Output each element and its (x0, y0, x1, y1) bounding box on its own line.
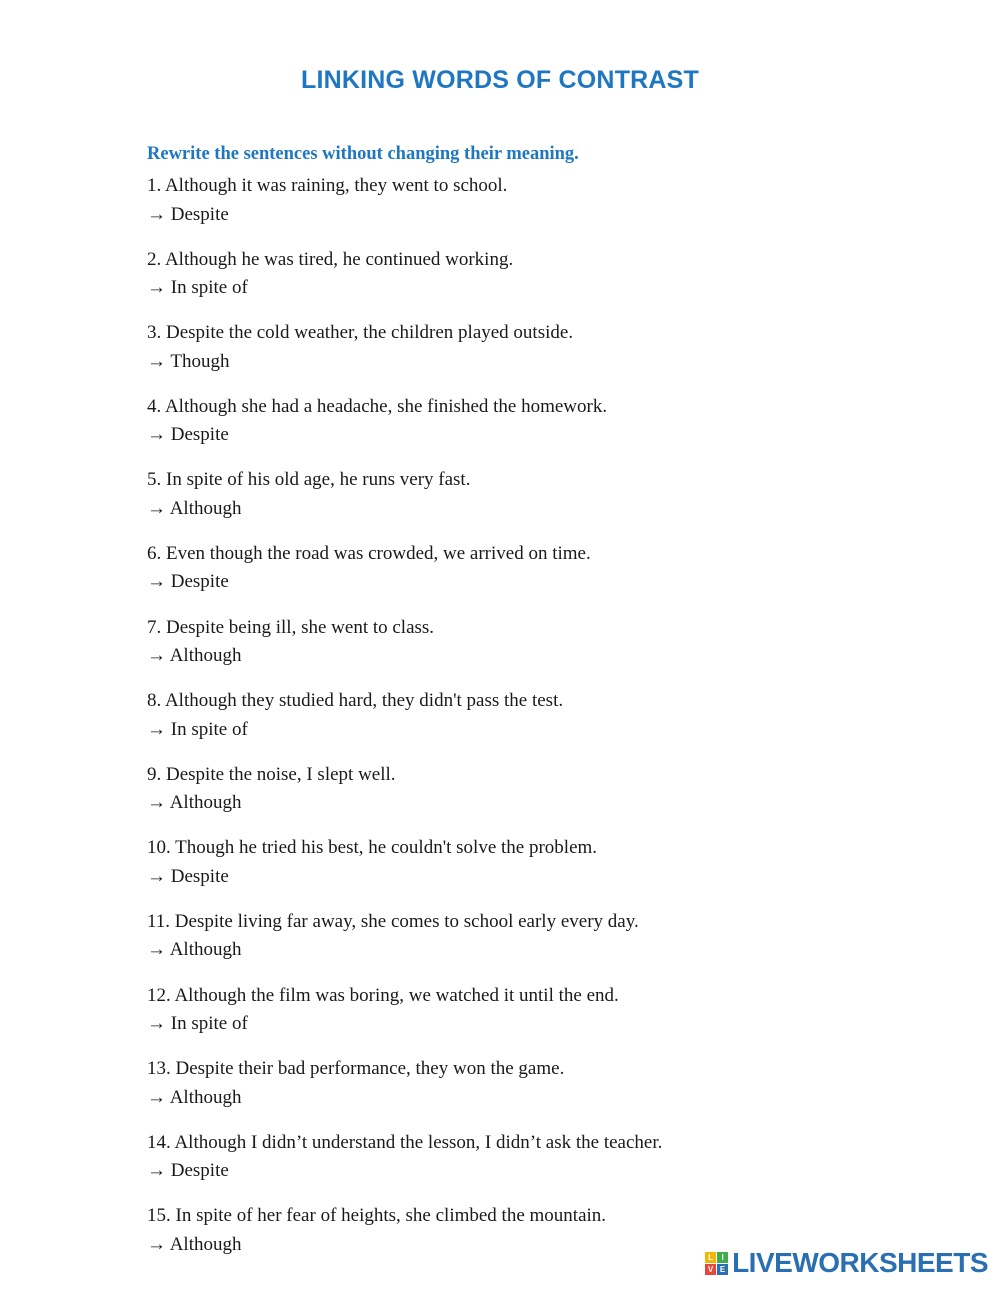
exercise-item (147, 614, 967, 688)
exercise-item (147, 393, 967, 467)
rewrite-prompt: → Although (147, 497, 242, 519)
logo-mark-tile: I (717, 1252, 728, 1263)
instruction-text: Rewrite the sentences without changing their meaning. (147, 144, 579, 164)
logo-mark-tile: V (705, 1264, 716, 1275)
liveworksheets-logo (705, 1248, 988, 1278)
exercise-list (147, 172, 967, 1276)
rewrite-prompt: → Though (147, 350, 230, 372)
exercise-item (147, 246, 967, 320)
exercise-item (147, 687, 967, 761)
original-sentence: 12. Although the film was boring, we watched it until the end. (147, 984, 619, 1006)
original-sentence: 6. Even though the road was crowded, we arrived on time. (147, 542, 591, 564)
rewrite-prompt: → In spite of (147, 718, 248, 740)
exercise-item (147, 1129, 967, 1203)
rewrite-prompt: → Despite (147, 424, 229, 446)
exercise-item (147, 908, 967, 982)
exercise-item (147, 761, 967, 835)
logo-text: LIVEWORKSHEETS (732, 1247, 988, 1278)
original-sentence: 7. Despite being ill, she went to class. (147, 616, 435, 638)
exercise-item (147, 540, 967, 614)
rewrite-prompt: → Although (147, 1086, 242, 1108)
logo-mark-icon (705, 1252, 728, 1275)
logo-mark-tile: E (717, 1264, 728, 1275)
exercise-item (147, 982, 967, 1056)
rewrite-prompt: → Although (147, 792, 242, 814)
rewrite-prompt: → In spite of (147, 1013, 248, 1035)
rewrite-prompt: → Although (147, 1233, 242, 1255)
rewrite-prompt: → Despite (147, 865, 229, 887)
rewrite-prompt: → In spite of (147, 277, 248, 299)
rewrite-prompt: → Although (147, 645, 242, 667)
original-sentence: 8. Although they studied hard, they didn't pass the test. (147, 690, 564, 712)
rewrite-prompt: → Despite (147, 571, 229, 593)
exercise-item (147, 834, 967, 908)
original-sentence: 13. Despite their bad performance, they won the game. (147, 1058, 565, 1080)
rewrite-prompt: → Although (147, 939, 242, 961)
rewrite-prompt: → Despite (147, 1160, 229, 1182)
original-sentence: 5. In spite of his old age, he runs very fast. (147, 469, 471, 491)
exercise-item (147, 466, 967, 540)
original-sentence: 10. Though he tried his best, he couldn't solve the problem. (147, 837, 598, 859)
exercise-item (147, 172, 967, 246)
exercise-item (147, 319, 967, 393)
original-sentence: 2. Although he was tired, he continued working. (147, 248, 514, 270)
original-sentence: 15. In spite of her fear of heights, she climbed the mountain. (147, 1205, 607, 1227)
original-sentence: 14. Although I didn’t understand the lesson, I didn’t ask the teacher. (147, 1131, 663, 1153)
logo-mark-tile: L (705, 1252, 716, 1263)
original-sentence: 3. Despite the cold weather, the children played outside. (147, 322, 574, 344)
worksheet-title: LINKING WORDS OF CONTRAST (300, 66, 700, 94)
original-sentence: 1. Although it was raining, they went to school. (147, 175, 508, 196)
original-sentence: 11. Despite living far away, she comes to school early every day. (147, 910, 639, 932)
original-sentence: 9. Despite the noise, I slept well. (147, 763, 396, 785)
rewrite-prompt: → Despite (147, 203, 229, 225)
original-sentence: 4. Although she had a headache, she finished the homework. (147, 395, 608, 417)
exercise-item (147, 1055, 967, 1129)
